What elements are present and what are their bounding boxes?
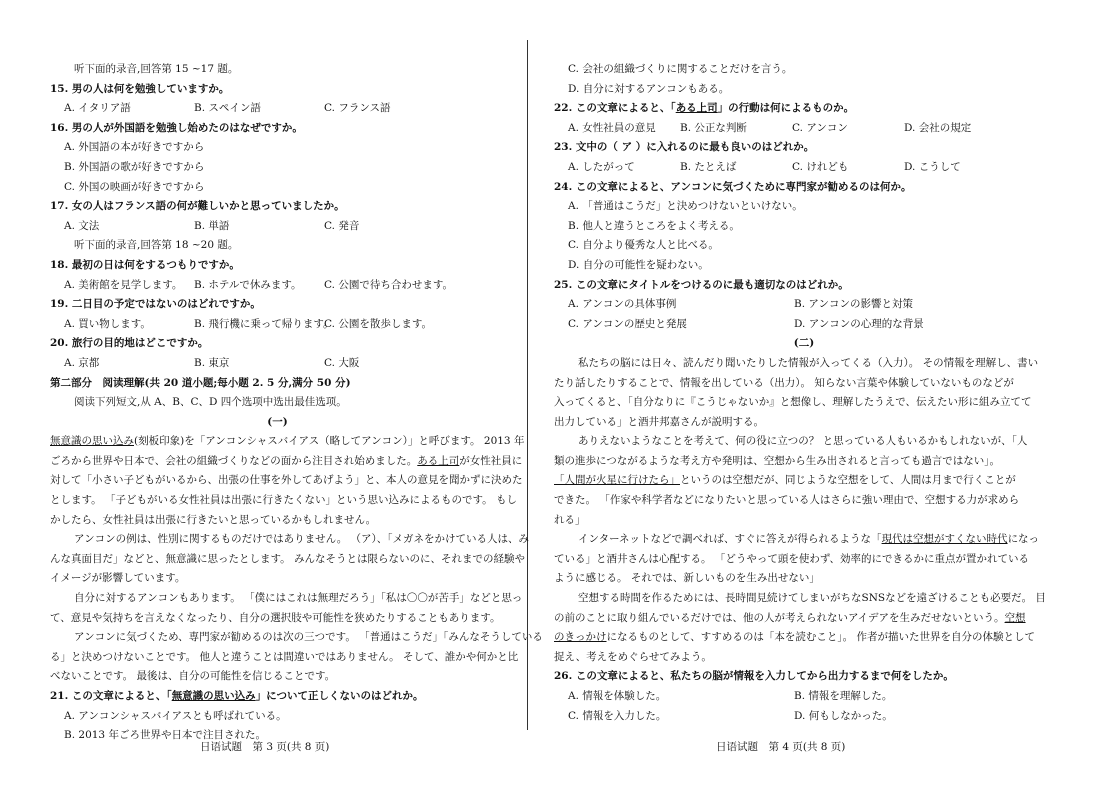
- left-page: [50, 60, 543, 746]
- listening-instruction: 听下面的录音,回答第 15 ~17 题。: [74, 63, 239, 75]
- passage-line: とします。 「子どもがいる女性社員は出張に行きたくない」という思い込みによるものです。 もし: [50, 494, 517, 507]
- question-15: 15. 男の人は何を勉強していますか。: [50, 82, 230, 95]
- passage-line: 入ってくると、「自分なりに『こうじゃないか』と想像し、理解したうえで、伝えたい形に組み立てて: [554, 396, 1032, 409]
- option-b: B. 単語: [194, 219, 230, 232]
- question-25: 25. この文章にタイトルをつけるのに最も適切なのはどれか。: [554, 278, 849, 291]
- part-2-heading: 第二部分 阅读理解(共 20 道小题;每小题 2. 5 分,满分 50 分): [50, 376, 351, 389]
- passage-line: イメージが影響しています。: [50, 572, 186, 585]
- option-d: D. アンコンの心理的な背景: [794, 317, 924, 330]
- option-c: C. 自分より優秀な人と比べる。: [568, 239, 719, 252]
- option-a: A. 女性社員の意見: [568, 121, 656, 134]
- underlined-phrase: 「人間が火星に行けたら」: [554, 474, 680, 487]
- option-b: B. ホテルで休みます。: [194, 278, 302, 291]
- underlined-phrase: 現代は空想がすくない時代: [881, 533, 1008, 546]
- option-c: C. けれども: [792, 160, 849, 173]
- text: になっ: [1007, 533, 1040, 546]
- passage-line: 対して「小さい子どもがいるから、出張の仕事を外してあげよう」と、本人の意見を聞かずに決めた: [50, 474, 523, 487]
- text: インターネットなどで調べれば、すぐに答えが得られるような「: [578, 533, 882, 546]
- text: が女性社員に: [459, 454, 523, 467]
- option-b: B. アンコンの影響と対策: [794, 298, 913, 311]
- passage-line: 類の進歩につながるような考え方や発明は、空想から生み出されると言っても過言ではない」。: [554, 454, 1001, 467]
- text: 」の行動は何によるものか。: [717, 102, 855, 115]
- option-b: B. 2013 年ごろ世界や日本で注目された。: [64, 729, 266, 742]
- section-1-heading: (一): [267, 415, 288, 428]
- option-c: C. 会社の組織づくりに関することだけを言う。: [568, 63, 793, 75]
- question-25-options: [554, 315, 1054, 335]
- question-15-options: [50, 99, 505, 119]
- passage-line: 出力している」と酒井邦嘉さんが説明する。: [554, 415, 764, 428]
- passage-line: アンコンの例は、性別に関するものだけではありません。 （ア）、「メガネをかけている人は、み: [74, 533, 530, 546]
- passage-line: [50, 432, 525, 452]
- option-a: A. したがって: [568, 160, 635, 173]
- option-c: C. 公園で待ち合わせます。: [324, 278, 453, 291]
- passage-line: できた。 「作家や科学者などになりたいと思っている人はさらに強い理由で、空想する力が求めら: [554, 494, 1020, 507]
- question-19: 19. 二日目の予定ではないのはどれですか。: [50, 298, 261, 311]
- question-24: 24. この文章によると、アンコンに気づくために専門家が勧めるのは何か。: [554, 180, 912, 193]
- listening-instruction: 听下面的录音,回答第 18 ~20 题。: [74, 239, 239, 252]
- option-d: D. 自分に対するアンコンもある。: [568, 82, 730, 95]
- option-b: B. 外国語の歌が好きですから: [64, 160, 205, 173]
- underlined-phrase: ある上司: [675, 102, 718, 115]
- option-a: A. 文法: [64, 219, 100, 232]
- underlined-phrase: のきっかけ: [554, 631, 607, 644]
- text: 21. この文章によると、「: [50, 690, 172, 702]
- option-c: C. 大阪: [324, 356, 360, 369]
- text: ごろから世界や日本で、会社の組織づくりなどの面から注目され始めました。: [50, 454, 418, 467]
- option-a: A. 京都: [64, 356, 100, 369]
- text: になるものとして、すすめるのは「本を読むこと」。 作者が描いた世界を自分の体験として: [606, 631, 1035, 644]
- question-19-options: [50, 315, 505, 335]
- passage-line: 空想する時間を作るためには、長時間見続けてしまいがちなSNSなどを遠ざけることも必要だ。 目: [578, 592, 1046, 605]
- option-a: A. アンコンシャスバイアスとも呼ばれている。: [64, 709, 287, 722]
- option-c: C. 情報を入力した。: [568, 709, 667, 722]
- passage-line: [50, 452, 523, 472]
- passage-line: べないことです。 最後は、自分の可能性を信じることです。: [50, 670, 336, 683]
- question-17-options: [50, 217, 505, 237]
- passage-line: る」と決めつけないことです。 他人と違うことは間違いではありません。 そして、誰かや何かと比: [50, 650, 519, 663]
- option-b: B. 情報を理解した。: [794, 690, 893, 702]
- text: 22. この文章によると、「: [554, 102, 676, 115]
- option-b: B. たとえば: [680, 160, 737, 173]
- option-a: A. 情報を体験した。: [568, 690, 667, 702]
- option-d: D. 何もしなかった。: [794, 709, 893, 722]
- option-a: A. アンコンの具体事例: [568, 298, 677, 311]
- passage-line: ありえないようなことを考えて、何の役に立つの？ と思っている人もいるかもしれないが、「人: [578, 435, 1028, 448]
- question-20: 20. 旅行の目的地はどこですか。: [50, 337, 209, 350]
- passage-line: 私たちの脳には日々、読んだり聞いたりした情報が入ってくる（入力）。 その情報を理解し、書い: [578, 356, 1039, 369]
- question-18: 18. 最初の日は何をするつもりですか。: [50, 258, 240, 271]
- underlined-phrase: 無意識の思い込み: [171, 690, 256, 702]
- option-a: A. 「普通はこうだ」と決めつけないといけない。: [568, 200, 803, 213]
- reading-instruction: 阅读下列短文,从 A、B、C、D 四个选项中选出最佳选项。: [74, 396, 347, 409]
- page-footer-left: 日语试题 第 3 页(共 8 页): [200, 741, 330, 753]
- passage-line: [554, 530, 1054, 550]
- text: 」について正しくないのはどれか。: [255, 690, 424, 702]
- passage-line: かしたら、女性社員は出張に行きたいと思っているかもしれません。: [50, 513, 377, 526]
- question-20-options: [50, 354, 505, 374]
- question-18-options: [50, 276, 505, 296]
- passage-line: 自分に対するアンコンもあります。 「僕にはこれは無理だろう」「私は〇〇が苦手」などと思っ: [74, 592, 523, 605]
- passage-line: んな真面目だ」などと、無意識に思ったとします。 みんなそうとは限らないのに、それまでの経験や: [50, 552, 525, 565]
- option-c: C. フランス語: [324, 102, 391, 115]
- underlined-phrase: ある上司: [417, 454, 460, 467]
- section-2-heading: (二): [793, 337, 815, 350]
- question-16: 16. 男の人が外国語を勉強し始めたのはなぜですか。: [50, 121, 303, 134]
- passage-line: たり話したりすることで、情報を出している（出力）。 知らない言葉や体験していないものなどが: [554, 376, 1014, 389]
- option-b: B. スペイン語: [194, 102, 261, 115]
- option-c: C. 公園を散歩します。: [324, 317, 432, 330]
- option-a: A. 外国語の本が好きですから: [64, 141, 205, 154]
- option-d: D. こうして: [904, 160, 961, 173]
- question-23-options: [554, 158, 1054, 178]
- column-divider: [527, 40, 528, 730]
- option-d: D. 会社の規定: [904, 121, 972, 134]
- option-b: B. 公正な判断: [680, 121, 747, 134]
- option-c: C. アンコン: [792, 121, 848, 134]
- question-21: [50, 687, 505, 707]
- option-a: A. 買い物します。: [64, 317, 151, 330]
- question-26-options: [554, 707, 1054, 727]
- passage-line: 捉え、考えをめぐらせてみよう。: [554, 650, 712, 663]
- page-footer-right: 日语试题 第 4 页(共 8 页): [716, 741, 846, 753]
- passage-line: [554, 609, 1054, 629]
- passage-line: アンコンに気づくため、専門家が勧めるのは次の三つです。 「普通はこうだ」「みんなそうしている: [74, 631, 543, 644]
- question-26-options: [554, 687, 1054, 707]
- option-c: C. 発音: [324, 219, 360, 232]
- text: の前のことに取り組んでいるだけでは、他の人が考えられないアイデアを生みだせないという。: [554, 611, 1005, 624]
- question-26: 26. この文章によると、私たちの脳が情報を入力してから出力するまで何をしたか。: [554, 670, 954, 683]
- option-b: B. 飛行機に乗って帰ります。: [194, 317, 334, 330]
- passage-line: ている」と酒井さんは心配する。 「どうやって頭を使わず、効率的にできるかに重点が置かれている: [554, 552, 1029, 565]
- option-c: C. アンコンの歴史と発展: [568, 317, 687, 330]
- underlined-phrase: 無意識の思い込み: [50, 435, 134, 448]
- question-25-options: [554, 295, 1054, 315]
- text: というのは空想だが、同じような空想をして、人間は月まで行くことが: [680, 474, 1016, 487]
- passage-line: [554, 628, 1054, 648]
- question-22-options: [554, 119, 1054, 139]
- option-d: D. 自分の可能性を疑わない。: [568, 258, 709, 271]
- passage-line: [554, 471, 1054, 491]
- option-c: C. 外国の映画が好きですから: [64, 180, 205, 193]
- right-page: [554, 60, 1054, 726]
- option-b: B. 東京: [194, 356, 230, 369]
- question-23: 23. 文中の（ ア ）に入れるのに最も良いのはどれか。: [554, 141, 815, 154]
- text: (刻板印象)を「アンコンシャスバイアス（略してアンコン）」と呼びます。 2013 年: [134, 435, 525, 448]
- underlined-phrase: 空想: [1004, 611, 1026, 624]
- passage-line: れる」: [554, 513, 586, 526]
- passage-line: ように感じる。 それでは、新しいものを生み出せない」: [554, 572, 820, 585]
- passage-line: て、意見や気持ちを言えなくなったり、自分の選択肢や可能性を狭めたりすることもあります。: [50, 611, 501, 624]
- question-17: 17. 女の人はフランス語の何が難しいかと思っていましたか。: [50, 200, 345, 213]
- question-22: [554, 99, 1054, 119]
- option-a: A. イタリア語: [64, 102, 131, 115]
- option-b: B. 他人と違うところをよく考える。: [568, 219, 740, 232]
- option-a: A. 美術館を見学します。: [64, 278, 183, 291]
